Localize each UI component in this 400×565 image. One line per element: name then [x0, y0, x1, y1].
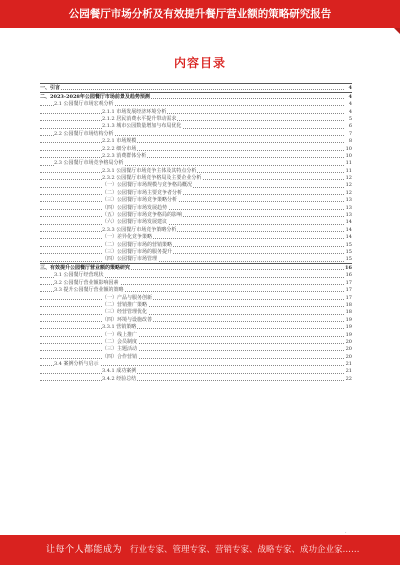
- toc-page-number: 14: [345, 219, 352, 226]
- toc-entry-text: 2.3 公园餐厅市场竞争格局分析: [54, 160, 124, 167]
- toc-entry-text: 3.2 公园餐厅营业额影响因素: [54, 279, 119, 286]
- toc-page-number: 18: [345, 309, 352, 316]
- toc-entry[interactable]: [40, 323, 352, 330]
- dot-leader: [40, 128, 344, 129]
- toc-page-number: 14: [345, 234, 352, 241]
- toc-entry-text: （二）公园餐厅市场的营销策略: [102, 241, 173, 248]
- toc-entry[interactable]: [40, 167, 352, 174]
- toc-entry[interactable]: [40, 263, 352, 272]
- toc-page-number: 16: [345, 272, 352, 279]
- toc-entry[interactable]: [40, 286, 352, 293]
- toc-entry[interactable]: [40, 145, 352, 152]
- toc-entry-text: 2.3.3 公园餐厅市场竞争策略分析: [102, 226, 177, 233]
- dot-leader: [40, 358, 344, 359]
- toc-entry-text: （三）公园餐厅市场竞争策略分析: [102, 197, 178, 204]
- toc-entry-text: 3.1 公园餐厅经营现状: [54, 272, 104, 279]
- table-of-contents: [40, 83, 352, 382]
- toc-page-number: 19: [345, 324, 352, 331]
- toc-entry[interactable]: [40, 345, 352, 352]
- report-title: 公园餐厅市场分析及有效提升餐厅营业额的策略研究报告: [68, 8, 332, 20]
- toc-entry[interactable]: [40, 338, 352, 345]
- toc-entry-text: 3.4.2 经验总结: [102, 375, 137, 382]
- dot-leader: [40, 201, 344, 202]
- toc-entry-text: 2.2.3 消费群体分析: [102, 152, 147, 159]
- dot-leader: [40, 246, 344, 247]
- toc-page-number: 22: [345, 375, 352, 382]
- toc-entry-text: 2.3.1 公园餐厅市场竞争主体及其特点分析: [102, 167, 197, 174]
- toc-entry[interactable]: [40, 316, 352, 323]
- dot-leader: [40, 343, 344, 344]
- toc-entry[interactable]: [40, 204, 352, 211]
- toc-page-number: 18: [345, 301, 352, 308]
- toc-page-number: 7: [348, 130, 352, 137]
- toc-page-number: 6: [348, 123, 352, 130]
- toc-entry-text: （四）公园餐厅市场管理: [102, 256, 158, 263]
- footer-bar: [0, 535, 400, 565]
- toc-page-number: 8: [348, 138, 352, 145]
- toc-entry-text: 3.3 提升公园餐厅营业额的策略: [54, 287, 124, 294]
- dot-leader: [40, 299, 344, 300]
- dot-leader: [40, 89, 344, 90]
- toc-page-number: 4: [348, 108, 352, 115]
- dot-leader: [40, 209, 344, 210]
- toc-entry-text: 3.4 案例分析与启示: [54, 361, 99, 368]
- toc-page-number: 12: [345, 189, 352, 196]
- toc-page-number: 11: [345, 160, 352, 167]
- toc-entry-text: （五）公园餐厅市场竞争格局的影响: [102, 212, 183, 219]
- toc-entry[interactable]: [40, 130, 352, 137]
- dot-leader: [40, 150, 344, 151]
- toc-entry-text: （四）公园餐厅市场发展趋势: [102, 204, 168, 211]
- toc-entry[interactable]: [40, 367, 352, 374]
- toc-entry[interactable]: [40, 122, 352, 129]
- toc-entry[interactable]: [40, 294, 352, 301]
- toc-entry-text: 3.3.1 营销策略: [102, 324, 137, 331]
- toc-entry-text: 2.1.2 居民消费水平提升带动需求: [102, 115, 177, 122]
- toc-entry-text: （四）环境与设施改善: [102, 316, 153, 323]
- toc-page-number: 5: [348, 115, 352, 122]
- toc-entry[interactable]: [40, 152, 352, 159]
- toc-page-number: 15: [345, 249, 352, 255]
- toc-page-number: 13: [345, 197, 352, 204]
- toc-page-number: 4: [348, 93, 352, 100]
- toc-entry-text: 2.1 公园餐厅市场宏观分析: [54, 101, 114, 108]
- toc-entry-text: （一）公园餐厅市场规模与竞争格局概况: [102, 182, 193, 189]
- footer-tagline: 行业专家、管理专家、营销专家、战略专家、成功企业家……: [130, 545, 360, 555]
- toc-entry-text: （一）产品与服务创新: [102, 294, 153, 301]
- toc-entry-text: 一、引言: [40, 85, 61, 91]
- toc-entry[interactable]: [40, 92, 352, 101]
- dot-leader: [40, 306, 344, 307]
- toc-entry-text: （四）合作营销: [102, 353, 138, 360]
- dot-leader: [40, 142, 344, 143]
- toc-page-number: 19: [345, 331, 352, 338]
- dot-leader: [40, 350, 344, 351]
- toc-entry-text: 三、有效提升公园餐厅营业额的策略研究: [40, 264, 131, 271]
- toc-entry[interactable]: [40, 181, 352, 188]
- toc-entry-text: （二）会员制度: [102, 338, 138, 345]
- dot-leader: [40, 216, 344, 217]
- toc-page-number: 20: [345, 338, 352, 345]
- toc-entry-text: （三）公园餐厅市场的服务提升: [102, 249, 173, 255]
- toc-page-number: 12: [345, 175, 352, 182]
- toc-page-number: 16: [345, 264, 352, 271]
- dot-leader: [40, 238, 344, 239]
- toc-page-number: 14: [345, 226, 352, 233]
- toc-entry[interactable]: [40, 233, 352, 240]
- toc-entry-text: （三）经营管理优化: [102, 309, 148, 316]
- toc-page-number: 21: [345, 368, 352, 375]
- toc-page-number: 4: [348, 101, 352, 108]
- toc-entry[interactable]: [40, 189, 352, 196]
- dot-leader: [40, 328, 344, 329]
- footer-slogan: 让每个人都能成为: [46, 545, 123, 555]
- toc-entry[interactable]: [40, 159, 352, 166]
- toc-entry-text: 3.4.1 成功案例: [102, 368, 137, 375]
- toc-page-number: 17: [345, 279, 352, 286]
- toc-entry-text: 2.1.1 市场发展经济环境分析: [102, 108, 167, 115]
- dot-leader: [40, 380, 344, 381]
- toc-page-number: 20: [345, 346, 352, 353]
- dot-leader: [40, 336, 344, 337]
- toc-entry[interactable]: [40, 271, 352, 278]
- toc-entry-text: 二、2023-2028年公园餐厅市场前景及趋势预测: [40, 93, 150, 100]
- toc-entry[interactable]: [40, 353, 352, 360]
- toc-entry[interactable]: [40, 360, 352, 367]
- toc-entry-text: （二）公园餐厅市场主要竞争者分析: [102, 189, 183, 196]
- dot-leader: [40, 224, 344, 225]
- toc-page-number: 17: [345, 287, 352, 294]
- toc-entry[interactable]: [40, 226, 352, 233]
- toc-page-number: 10: [345, 145, 352, 152]
- dot-leader: [40, 314, 344, 315]
- toc-entry[interactable]: [40, 331, 352, 338]
- toc-page-number: 15: [345, 256, 352, 263]
- toc-entry[interactable]: [40, 308, 352, 315]
- toc-entry[interactable]: [40, 241, 352, 248]
- toc-entry[interactable]: [40, 196, 352, 203]
- toc-entry-text: （一）线上推广: [102, 331, 138, 338]
- toc-entry-text: 2.2.1 市场规模: [102, 138, 137, 145]
- toc-entry[interactable]: [40, 211, 352, 218]
- toc-entry[interactable]: [40, 100, 352, 107]
- toc-entry-text: （三）主题活动: [102, 346, 138, 353]
- toc-title: 内容目录: [173, 56, 226, 70]
- dot-leader: [40, 253, 344, 254]
- toc-page-number: 21: [345, 361, 352, 368]
- toc-entry-text: 2.1.3 城市公园数量增加与布局优化: [102, 123, 182, 130]
- toc-entry-text: 2.3.2 公园餐厅市场竞争格局及主要企业分析: [102, 175, 202, 182]
- toc-page-number: 10: [345, 152, 352, 159]
- dot-leader: [40, 194, 344, 195]
- toc-entry-text: （六）公园餐厅市场发展建议: [102, 219, 168, 226]
- dot-leader: [40, 261, 344, 262]
- toc-entry-text: （一）差异化竞争策略: [102, 234, 153, 241]
- toc-page-number: 15: [345, 241, 352, 248]
- toc-entry-text: 2.2 公园餐厅市场结构分析: [54, 130, 114, 137]
- toc-entry[interactable]: [40, 218, 352, 225]
- toc-page-number: 4: [348, 85, 352, 91]
- toc-page-number: 13: [345, 212, 352, 219]
- dot-leader: [40, 157, 344, 158]
- toc-entry[interactable]: [40, 137, 352, 144]
- header-corner-decoration: [394, 28, 400, 34]
- toc-entry[interactable]: [40, 375, 352, 382]
- toc-entry[interactable]: [40, 115, 352, 122]
- dot-leader: [40, 120, 344, 121]
- toc-entry[interactable]: [40, 108, 352, 115]
- toc-page-number: 12: [345, 182, 352, 189]
- toc-entry[interactable]: [40, 301, 352, 308]
- toc-page-number: 11: [345, 167, 352, 174]
- toc-entry[interactable]: [40, 255, 352, 262]
- dot-leader: [40, 231, 344, 232]
- dot-leader: [40, 373, 344, 374]
- toc-entry-text: （二）营销推广策略: [102, 301, 148, 308]
- toc-entry[interactable]: [40, 174, 352, 181]
- toc-entry[interactable]: [40, 279, 352, 286]
- toc-entry[interactable]: [40, 83, 352, 92]
- toc-page-number: 13: [345, 204, 352, 211]
- toc-entry-text: 2.2.2 细分市场: [102, 145, 137, 152]
- toc-entry[interactable]: [40, 248, 352, 255]
- toc-page-number: 19: [345, 316, 352, 323]
- page-mark: ·: [345, 530, 347, 536]
- toc-page-number: 20: [345, 353, 352, 360]
- toc-page-number: 17: [345, 294, 352, 301]
- dot-leader: [40, 113, 344, 114]
- dot-leader: [40, 321, 344, 322]
